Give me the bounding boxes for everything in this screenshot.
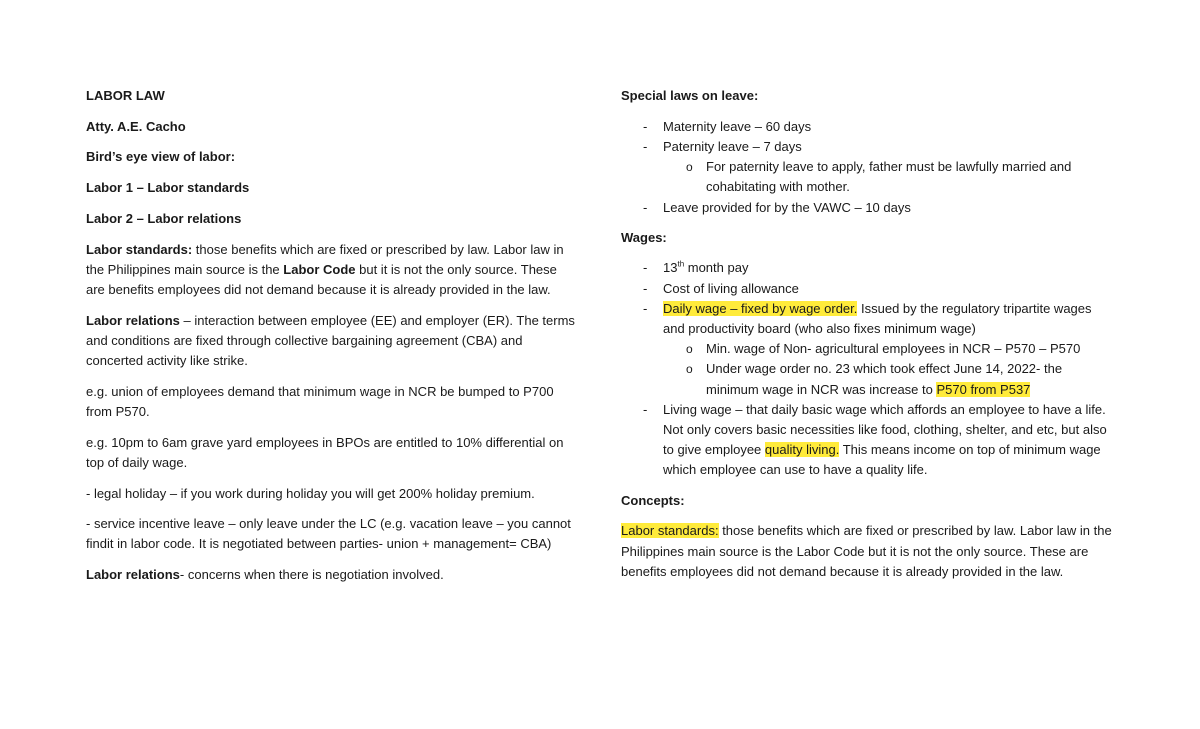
right-column [621, 86, 1116, 592]
wages-heading: Wages: [621, 229, 667, 245]
list-item-13th-month [621, 258, 1116, 278]
concepts-text: those benefits which are fixed or prescribed by law. Labor law in the Philippines main source is the Labor Code but it is not the only source. These are benefits employees did not demand because it is already provided in the law. [621, 523, 1112, 579]
doc-title: LABOR LAW [86, 88, 165, 103]
wage-order-text: Under wage order no. 23 which took effect June 14, 2022- the minimum wage in NCR was increase to [706, 361, 1063, 397]
min-wage-subitem: o Min. wage of Non- agricultural employees in NCR – P570 – P570 [663, 339, 1116, 359]
list-item-living-wage [621, 400, 1116, 481]
labor-relations-term: Labor relations [86, 312, 180, 328]
left-column [86, 86, 576, 596]
living-wage-text-b: This means income on top of minimum wage which employee can use to have a quality life. [663, 442, 1101, 478]
labor-standards-text-b: but it is not the only source. These are benefits employees did not demand because it is already provided in the law. [86, 261, 557, 297]
wages-list [621, 258, 1116, 480]
quality-living-highlight: quality living. [764, 442, 840, 458]
labor-relations-2-term: Labor relations [86, 567, 180, 583]
thirteenth-sup: th [677, 260, 685, 270]
list-item-paternity [621, 137, 1116, 198]
birds-eye-heading: Bird’s eye view of labor: [86, 149, 236, 165]
list-item-cola: - Cost of living allowance [621, 279, 1116, 299]
daily-wage-highlight: Daily wage – fixed by wage order. [663, 300, 858, 316]
legal-holiday-line: - legal holiday – if you work during holiday you will get 200% holiday premium. [86, 485, 535, 501]
labor-code-term: Labor Code [283, 261, 356, 277]
labor-standards-term: Labor standards: [86, 241, 193, 257]
service-incentive-leave-line: - service incentive leave – only leave under the LC (e.g. vacation leave – you cannot findit in labor code. It is negotiated between parties- union + management= CBA) [86, 516, 571, 552]
labor-1-line: Labor 1 – Labor standards [86, 180, 250, 196]
thirteenth-num: 13 [663, 260, 678, 276]
living-wage-text-a: Living wage – that daily basic wage which affords an employee to have a life. Not only covers basic necessities like food, clothing, shelter, and etc, but also to give employee [663, 401, 1107, 458]
paternity-subitem: o For paternity leave to apply, father must be lawfully married and cohabitating with mother. [663, 157, 1116, 197]
author: Atty. A.E. Cacho [86, 118, 186, 134]
thirteenth-rest: month pay [684, 260, 749, 276]
labor-relations-2-text: - concerns when there is negotiation involved. [179, 567, 444, 583]
list-item-maternity: - Maternity leave – 60 days [621, 117, 1116, 137]
concepts-heading: Concepts: [621, 492, 685, 508]
labor-relations-2-paragraph [86, 565, 576, 585]
labor-relations-paragraph [86, 311, 576, 372]
wage-order-highlight: P570 from P537 [936, 381, 1031, 397]
list-item-daily-wage [621, 299, 1116, 400]
concepts-paragraph [621, 521, 1116, 582]
list-item-vawc: - Leave provided for by the VAWC – 10 days [621, 198, 1116, 218]
daily-wage-text: Issued by the regulatory tripartite wages and productivity board (who also fixes minimum wage) [663, 300, 1092, 337]
daily-wage-sublist [663, 339, 1116, 400]
example-2: e.g. 10pm to 6am grave yard employees in BPOs are entitled to 10% differential on top of daily wage. [86, 434, 564, 470]
labor-2-line: Labor 2 – Labor relations [86, 210, 242, 226]
concepts-term-highlight: Labor standards: [621, 523, 719, 539]
leave-list [621, 117, 1116, 218]
labor-standards-paragraph [86, 240, 576, 301]
example-1: e.g. union of employees demand that minimum wage in NCR be bumped to P700 from P570. [86, 383, 554, 419]
paternity-sublist [663, 157, 1116, 197]
labor-relations-text: – interaction between employee (EE) and employer (ER). The terms and conditions are fixed through collective bargaining agreement (CBA) and concerted activity like strike. [86, 312, 575, 369]
wage-order-subitem [663, 359, 1116, 399]
special-laws-heading: Special laws on leave: [621, 88, 759, 103]
labor-standards-text-a: those benefits which are fixed or prescribed by law. Labor law in the Philippines main source is the [86, 241, 564, 277]
paternity-label: Paternity leave – 7 days [663, 138, 802, 154]
